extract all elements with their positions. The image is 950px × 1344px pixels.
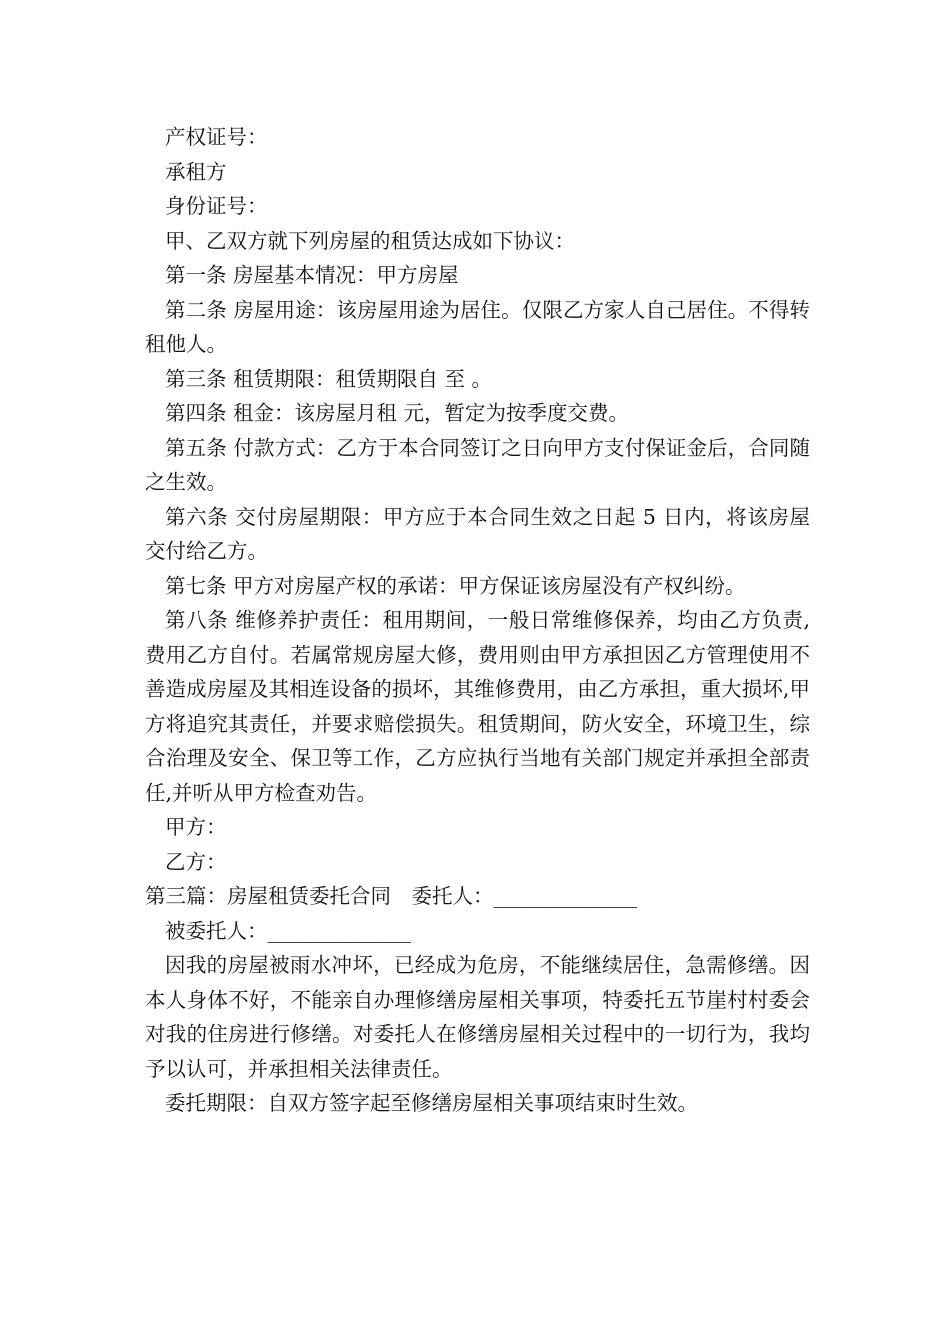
article-3: 第三条 租赁期限：租赁期限自 至 。 (165, 366, 493, 391)
article-1: 第一条 房屋基本情况：甲方房屋 (165, 263, 459, 287)
party-a-signature: 甲方： (165, 815, 227, 839)
entrust-body: 因我的房屋被雨水冲坏，已经成为危房，不能继续居住，急需修缮。因本人身体不好，不能亲自办理修缮房屋相关事项，特委托五节崖村村委会对我的住房进行修缮。对委托人在修缮房屋相关过程中的一切行为，我均予以认可，并承担相关法律责任。 (145, 953, 810, 1081)
id-number-line: 身份证号： (165, 194, 268, 218)
article-2: 第二条 房屋用途：该房屋用途为居住。仅限乙方家人自己居住。不得转租他人。 (145, 297, 810, 356)
article-5: 第五条 付款方式：乙方于本合同签订之日向甲方支付保证金后，合同随之生效。 (145, 435, 810, 494)
document-page (145, 120, 810, 1121)
article-8: 第八条 维修养护责任：租用期间，一般日常维修保养，均由乙方负责,费用乙方自付。若属常规房屋大修，费用则由甲方承担因乙方管理使用不善造成房屋及其相连设备的损坏，其维修费用，由乙方承担，重大损坏,甲方将追究其责任，并要求赔偿损失。租赁期间，防火安全，环境卫生，综合治理及安全、保卫等工作，乙方应执行当地有关部门规定并承担全部责任,并听从甲方检查劝告。 (145, 608, 810, 805)
article-6: 第六条 交付房屋期限：甲方应于本合同生效之日起 5 日内，将该房屋交付给乙方。 (145, 504, 810, 563)
article-4: 第四条 租金：该房屋月租 元，暂定为按季度交费。 (165, 401, 630, 425)
party-b-signature: 乙方： (165, 849, 227, 874)
chapter-3-title: 第三篇：房屋租赁委托合同 委托人：______________ (145, 884, 637, 908)
lessee-line: 承租方 (165, 159, 227, 184)
entrust-term: 委托期限：自双方签字起至修缮房屋相关事项结束时生效。 (165, 1091, 698, 1115)
agreement-intro: 甲、乙双方就下列房屋的租赁达成如下协议： (165, 228, 575, 253)
title-deed-number-line: 产权证号： (165, 125, 268, 149)
trustee-line: 被委托人：______________ (165, 918, 411, 943)
article-7: 第七条 甲方对房屋产权的承诺：甲方保证该房屋没有产权纠纷。 (165, 573, 746, 598)
